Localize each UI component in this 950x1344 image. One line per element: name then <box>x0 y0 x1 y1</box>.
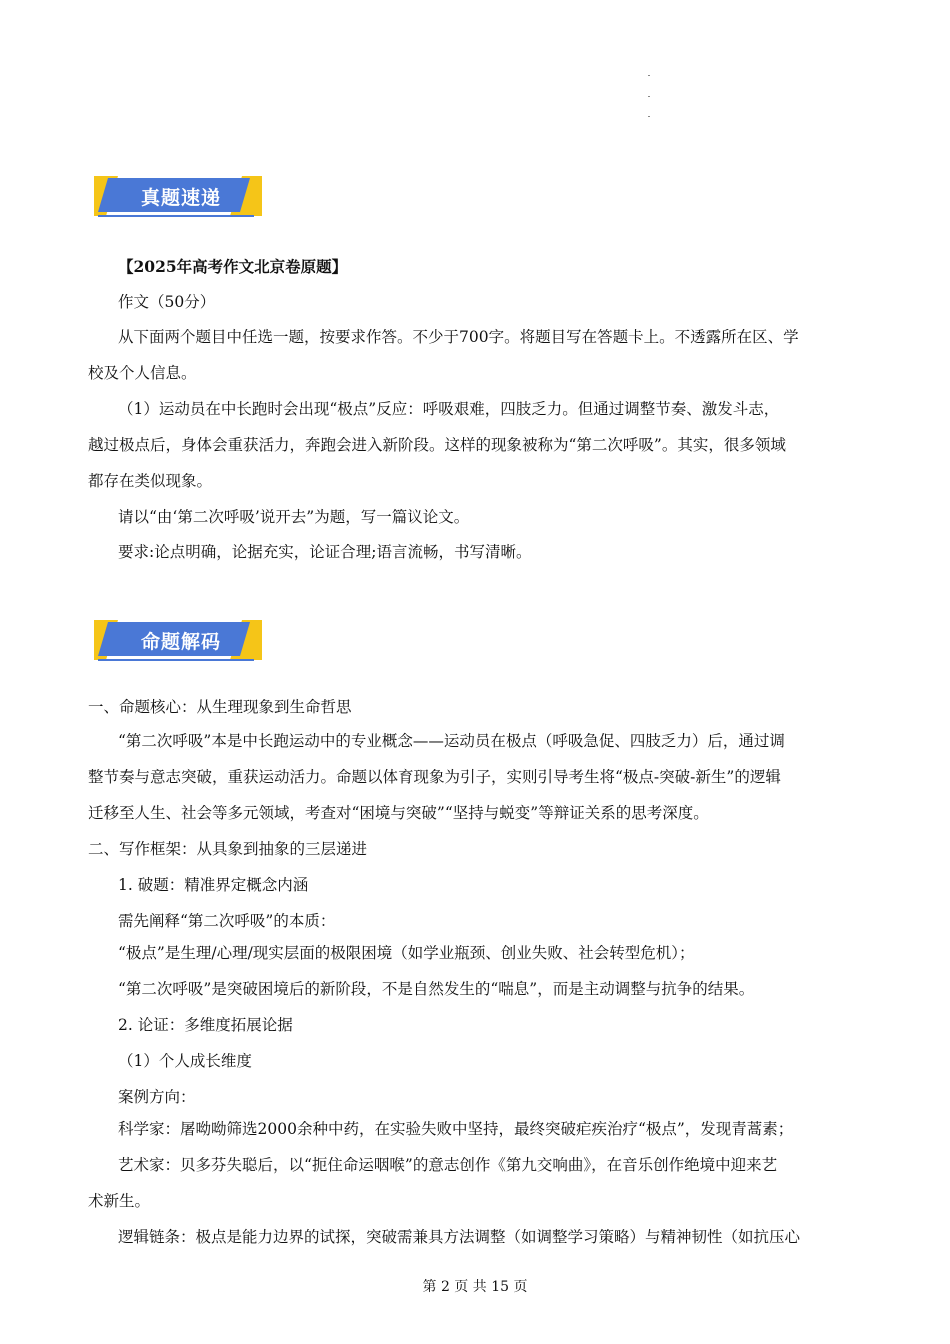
section-banner-mingti <box>94 616 262 664</box>
paragraph-line: 1. 破题：精准界定概念内涵 <box>118 876 309 894</box>
paragraph-line: 科学家：屠呦呦筛选2000余种中药，在实验失败中坚持，最终突破疟疾治疗“极点”，发现青蒿素； <box>118 1120 794 1138</box>
paragraph-line: 从下面两个题目中任选一题，按要求作答。不少于700字。将题目写在答题卡上。不透露所在区、学 <box>118 328 799 346</box>
section-heading: 一、命题核心：从生理现象到生命哲思 <box>88 698 352 716</box>
paragraph-line: 迁移至人生、社会等多元领域，考查对“困境与突破”“坚持与蜕变”等辩证关系的思考深度。 <box>88 804 709 822</box>
exam-heading: 【2025年高考作文北京卷原题】 <box>118 257 348 276</box>
scan-mark <box>648 96 650 97</box>
section-heading: 二、写作框架：从具象到抽象的三层递进 <box>88 840 368 858</box>
page-number: 第 2 页 共 15 页 <box>422 1279 528 1295</box>
paragraph-line: “极点”是生理/心理/现实层面的极限困境（如学业瓶颈、创业失败、社会转型危机）； <box>118 944 695 962</box>
paragraph-line: 越过极点后，身体会重获活力，奔跑会进入新阶段。这样的现象被称为“第二次呼吸”。其实，很多领域 <box>88 436 786 454</box>
paragraph-line: 整节奏与意志突破，重获运动活力。命题以体育现象为引子，实则引导考生将“极点-突破-新生”的逻辑 <box>88 768 781 786</box>
paragraph-line: 艺术家：贝多芬失聪后，以“扼住命运咽喉”的意志创作《第九交响曲》，在音乐创作绝境中迎来艺 <box>118 1156 778 1174</box>
scan-mark <box>648 116 650 117</box>
paragraph-line: 2. 论证：多维度拓展论据 <box>118 1016 293 1034</box>
paragraph-line: （1）运动员在中长跑时会出现“极点”反应：呼吸艰难，四肢乏力。但通过调整节奏、激发斗志， <box>118 400 780 418</box>
paragraph-line: “第二次呼吸”本是中长跑运动中的专业概念——运动员在极点（呼吸急促、四肢乏力）后，通过调 <box>118 732 785 750</box>
banner-title: 命题解码 <box>140 630 221 653</box>
paragraph-line: 案例方向： <box>118 1088 196 1106</box>
paragraph-line: 逻辑链条：极点是能力边界的试探，突破需兼具方法调整（如调整学习策略）与精神韧性（如抗压心 <box>118 1228 801 1246</box>
paragraph-line: 都存在类似现象。 <box>88 472 213 490</box>
paragraph-line: 校及个人信息。 <box>88 364 197 382</box>
paragraph-line: 要求:论点明确，论据充实，论证合理;语言流畅，书写清晰。 <box>118 543 532 561</box>
paragraph-line: （1）个人成长维度 <box>118 1052 252 1070</box>
paragraph-line: “第二次呼吸”是突破困境后的新阶段，不是自然发生的“喘息”，而是主动调整与抗争的结果。 <box>118 980 755 998</box>
paragraph-line: 需先阐释“第二次呼吸”的本质： <box>118 912 336 930</box>
paragraph-line: 请以“由‘第二次呼吸’说开去”为题，写一篇议论文。 <box>118 508 470 526</box>
section-banner-zhenti <box>94 172 262 220</box>
scan-mark <box>648 75 650 76</box>
paragraph-line: 作文（50分） <box>118 293 216 311</box>
paragraph-line: 术新生。 <box>88 1192 151 1210</box>
banner-title: 真题速递 <box>140 186 221 209</box>
